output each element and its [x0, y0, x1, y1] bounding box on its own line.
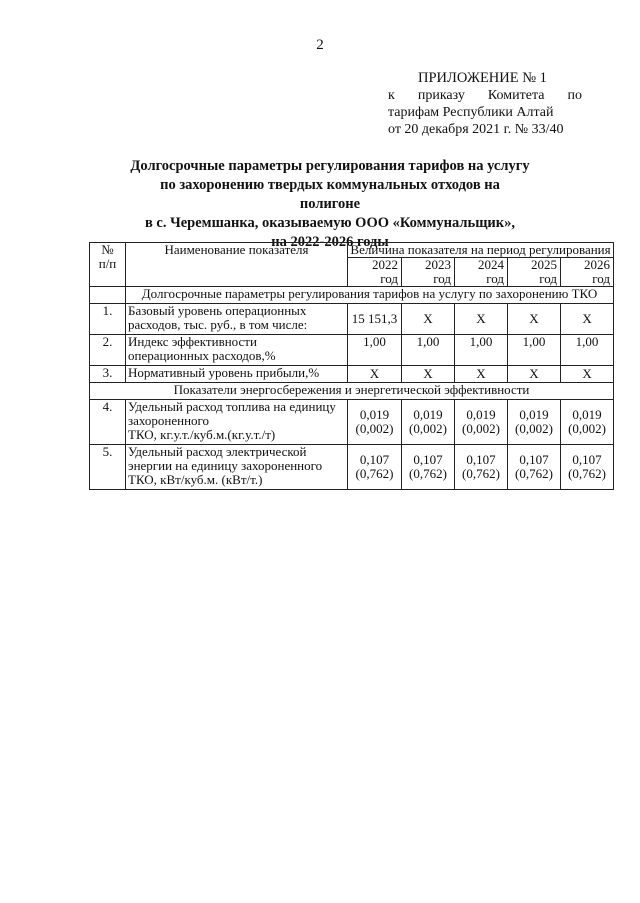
row-name-line: операционных расходов,%: [128, 348, 276, 363]
year-value: 2025: [531, 257, 557, 272]
row-value: 15 151,3: [348, 304, 402, 335]
row-name-line: ТКО, кг.у.т./куб.м.(кг.у.т./т): [128, 427, 276, 442]
row-num: 5.: [90, 445, 126, 490]
row-num: 3.: [90, 366, 126, 383]
year-unit: год: [433, 271, 451, 286]
row-name-line: захороненного: [128, 413, 210, 428]
header-num-line-2: п/п: [98, 256, 117, 271]
table-row: [90, 335, 614, 366]
row-name: [126, 335, 348, 366]
title-line-3: в с. Черемшанка, оказываемую ООО «Коммунальщик»,: [144, 215, 516, 231]
year-value: 2022: [372, 257, 398, 272]
row-value: 0,107 (0,762): [402, 445, 455, 490]
appendix-block: [388, 70, 582, 138]
row-value: 0,107 (0,762): [508, 445, 561, 490]
year-unit: год: [486, 271, 504, 286]
row-value: X: [508, 304, 561, 335]
appendix-line-2: тарифам Республики Алтай: [388, 105, 554, 120]
year-value: 2023: [425, 257, 451, 272]
header-row-1: [90, 243, 614, 258]
title-line-1: Долгосрочные параметры регулирования тарифов на услугу: [130, 158, 530, 174]
row-name-line: расходов, тыс. руб., в том числе:: [128, 317, 308, 332]
section-row-1: [90, 287, 614, 304]
table-row: [90, 445, 614, 490]
appendix-title: ПРИЛОЖЕНИЕ № 1: [418, 70, 547, 86]
table-row: [90, 366, 614, 383]
header-year-2025: [508, 258, 561, 287]
row-value: X: [561, 366, 614, 383]
row-value: 0,107 (0,762): [455, 445, 508, 490]
row-name-line: ТКО, кВт/куб.м. (кВт/т.): [128, 472, 263, 487]
header-period: Величина показателя на период регулирования: [348, 243, 614, 258]
row-name-line: Базовый уровень операционных: [128, 303, 307, 318]
row-value: 1,00: [455, 335, 508, 366]
row-value: 0,019 (0,002): [508, 400, 561, 445]
title-line-2: по захоронению твердых коммунальных отходов на полигоне: [160, 177, 500, 212]
row-value: 1,00: [561, 335, 614, 366]
appendix-line-3: от 20 декабря 2021 г. № 33/40: [388, 122, 564, 137]
appendix-line-1: к приказу Комитета по: [388, 88, 582, 103]
row-value: 0,019 (0,002): [348, 400, 402, 445]
row-value: X: [402, 366, 455, 383]
parameters-table: [89, 242, 614, 490]
row-value: 1,00: [348, 335, 402, 366]
row-value: 0,019 (0,002): [402, 400, 455, 445]
section-1-num: [90, 287, 126, 304]
row-value: 0,019 (0,002): [561, 400, 614, 445]
row-value: 0,107 (0,762): [561, 445, 614, 490]
row-name: [126, 400, 348, 445]
header-year-2026: [561, 258, 614, 287]
row-value: 1,00: [508, 335, 561, 366]
header-year-2022: [348, 258, 402, 287]
header-num: [90, 243, 126, 287]
header-num-line-1: №: [101, 242, 114, 257]
section-1-title: Долгосрочные параметры регулирования тарифов на услугу по захоронению ТКО: [126, 287, 614, 304]
year-unit: год: [539, 271, 557, 286]
row-value: 0,019 (0,002): [455, 400, 508, 445]
row-name: Нормативный уровень прибыли,%: [126, 366, 348, 383]
year-unit: год: [380, 271, 398, 286]
row-value: X: [455, 304, 508, 335]
row-value: 1,00: [402, 335, 455, 366]
row-name-line: Удельный расход топлива на единицу: [128, 399, 336, 414]
title-line-4: на 2022-2026 годы: [271, 234, 389, 250]
row-name-line: Индекс эффективности: [128, 334, 257, 349]
row-value: X: [508, 366, 561, 383]
row-num: 1.: [90, 304, 126, 335]
row-name: [126, 445, 348, 490]
row-name-line: энергии на единицу захороненного: [128, 458, 323, 473]
header-year-2024: [455, 258, 508, 287]
header-year-2023: [402, 258, 455, 287]
row-value: X: [561, 304, 614, 335]
year-value: 2024: [478, 257, 504, 272]
row-value: X: [402, 304, 455, 335]
row-value: X: [348, 366, 402, 383]
row-value: X: [455, 366, 508, 383]
header-name: Наименование показателя: [126, 243, 348, 287]
section-row-2: [90, 383, 614, 400]
row-value: 0,107 (0,762): [348, 445, 402, 490]
page-number: 2: [316, 37, 324, 53]
year-value: 2026: [584, 257, 611, 272]
document-title: [130, 157, 530, 252]
row-name-line: Удельный расход электрической: [128, 444, 307, 459]
year-unit: год: [592, 271, 611, 286]
row-num: 2.: [90, 335, 126, 366]
table-row: [90, 304, 614, 335]
table-row: [90, 400, 614, 445]
row-num: 4.: [90, 400, 126, 445]
section-2-title: Показатели энергосбережения и энергетической эффективности: [90, 383, 614, 400]
row-name: [126, 304, 348, 335]
